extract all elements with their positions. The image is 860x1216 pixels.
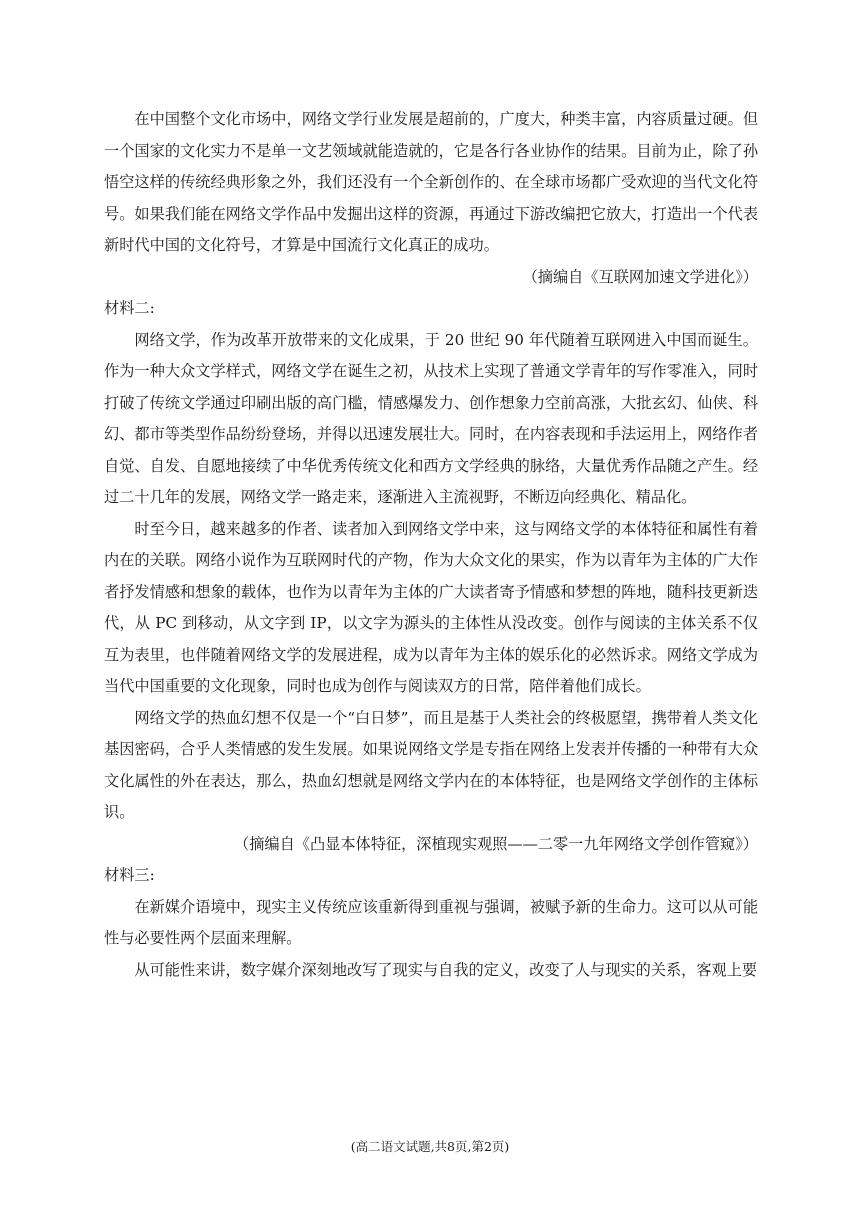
- source-citation-2: （摘编自《凸显本体特征，深植现实观照——二零一九年网络文学创作管窥》）: [234, 834, 758, 853]
- paragraph-3: 时至今日，越来越多的作者、读者加入到网络文学中来，这与网络文学的本体特征和属性有着内在的关联。网络小说作为互联网时代的产物，作为大众文化的果实，作为以青年为主体的广大作者抒发情感和想象的载体，也作为以青年为主体的广大读者寄予情感和梦想的阵地，随科技更新迭代，从 PC 到移动，从文字到 IP，以文字为源头的主体性从没改变。创作与阅读的主体关系不仅互为表里，也伴随着网络文学的发展进程，成为以青年为主体的娱乐化的必然诉求。网络文学成为当代中国重要的文化现象，同时也成为创作与阅读双方的日常，陪伴着他们成长。: [104, 519, 758, 695]
- paragraph-2: 网络文学，作为改革开放带来的文化成果，于 20 世纪 90 年代随着互联网进入中国而诞生。作为一种大众文学样式，网络文学在诞生之初，从技术上实现了普通文学青年的写作零准入，同时打破了传统文学通过印刷出版的高门槛，情感爆发力、创作想象力空前高涨，大批玄幻、仙侠、科幻、都市等类型作品纷纷登场，并得以迅速发展壮大。同时，在内容表现和手法运用上，网络作者自觉、自发、自愿地接续了中华优秀传统文化和西方文学经典的脉络，大量优秀作品随之产生。经过二十几年的发展，网络文学一路走来，逐渐进入主流视野，不断迈向经典化、精品化。: [104, 330, 758, 506]
- paragraph-6: 从可能性来讲，数字媒介深刻地改写了现实与自我的定义，改变了人与现实的关系，客观上要: [134, 960, 758, 979]
- material-two-heading: 材料二:: [104, 299, 155, 317]
- paragraph-5: 在新媒介语境中，现实主义传统应该重新得到重视与强调，被赋予新的生命力。这可以从可能性与必要性两个层面来理解。: [104, 897, 758, 947]
- document-body: [104, 104, 758, 986]
- page-footer: (高二语文试题,共8页,第2页): [350, 1139, 510, 1154]
- paragraph-4: 网络文学的热血幻想不仅是一个“白日梦”，而且是基于人类社会的终极愿望，携带着人类文化基因密码，合乎人类情感的发生发展。如果说网络文学是专指在网络上发表并传播的一种带有大众文化属性的外在表达，那么，热血幻想就是网络文学内在的本体特征，也是网络文学创作的主体标识。: [104, 708, 758, 821]
- source-citation-1: （摘编自《互联网加速文学进化》）: [522, 267, 758, 286]
- paragraph-1: 在中国整个文化市场中，网络文学行业发展是超前的，广度大，种类丰富，内容质量过硬。但一个国家的文化实力不是单一文艺领域就能造就的，它是各行各业协作的结果。目前为止，除了孙悟空这样的传统经典形象之外，我们还没有一个全新创作的、在全球市场都广受欢迎的当代文化符号。如果我们能在网络文学作品中发掘出这样的资源，再通过下游改编把它放大，打造出一个代表新时代中国的文化符号，才算是中国流行文化真正的成功。: [104, 110, 758, 254]
- material-three-heading: 材料三:: [104, 866, 155, 884]
